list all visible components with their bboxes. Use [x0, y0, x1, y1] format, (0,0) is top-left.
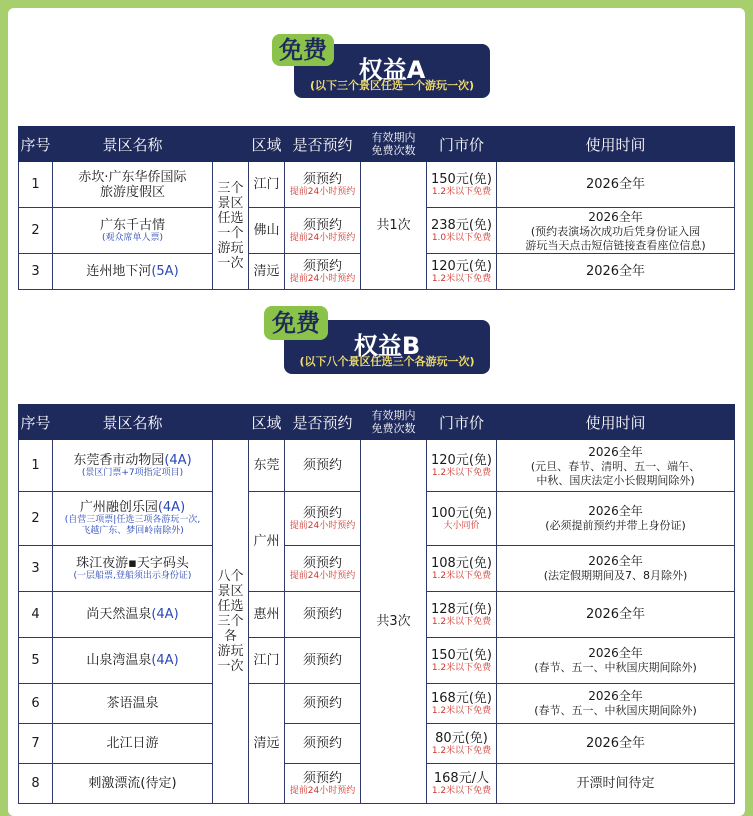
price-label: 100元(免) [431, 505, 492, 521]
section-b-title: 权益B [353, 332, 421, 360]
scenic-name: 茶语温泉 [106, 696, 159, 711]
row-price [427, 440, 497, 492]
time-note: (元旦、春节、清明、五一、端午、 中秋、国庆法定小长假期间除外) [530, 459, 701, 487]
row-booking [285, 162, 361, 208]
price-note: 1.2米以下免费 [431, 616, 492, 627]
col-header-price: 门市价 [427, 405, 497, 440]
row-region: 江门 [249, 162, 285, 208]
row-region: 惠州 [249, 592, 285, 638]
row-no: 2 [19, 492, 53, 546]
time-label: 2026全年 [588, 689, 643, 703]
booking-note: 提前24小时预约 [289, 785, 356, 796]
row-time [497, 492, 735, 546]
row-booking [285, 254, 361, 290]
scenic-grade: (4A) [164, 452, 192, 468]
time-note: (法定假期期间及7、8月除外) [543, 569, 688, 582]
row-no: 4 [19, 592, 53, 638]
row-region: 佛山 [249, 208, 285, 254]
row-price [427, 684, 497, 724]
row-booking [285, 724, 361, 764]
time-note: (必须提前预约并带上身份证) [545, 519, 686, 532]
scenic-name: 连州地下河 [86, 264, 152, 279]
price-note: 1.2米以下免费 [431, 705, 492, 716]
price-label: 108元(免) [431, 555, 492, 571]
col-header-price: 门市价 [427, 127, 497, 162]
section-b-header [264, 306, 490, 376]
time-note: (预约表演场次成功后凭身份证入园 游玩当天点击短信链接查看座位信息) [525, 224, 706, 252]
row-region: 东莞 [249, 440, 285, 492]
col-header-region: 区域 [249, 127, 285, 162]
section-a-header [272, 34, 490, 100]
col-header-time: 使用时间 [497, 127, 735, 162]
time-label: 2026全年 [588, 554, 643, 568]
price-note: 1.2米以下免费 [431, 745, 492, 756]
price-note: 1.2米以下免费 [431, 186, 492, 197]
table-row [19, 162, 735, 208]
booking-label: 须预约 [302, 555, 342, 571]
section-a-free-badge: 免费 [272, 34, 334, 66]
section-a-title: 权益A [358, 56, 426, 84]
row-time [497, 638, 735, 684]
row-price [427, 638, 497, 684]
scenic-name: 北江日游 [106, 736, 159, 751]
price-note: 1.2米以下免费 [431, 467, 492, 478]
col-header-group [213, 127, 249, 162]
col-header-time: 使用时间 [497, 405, 735, 440]
row-no: 3 [19, 546, 53, 592]
price-label: 150元(免) [431, 171, 492, 187]
time-note: (春节、五一、中秋国庆期间除外) [534, 704, 697, 717]
row-price [427, 592, 497, 638]
booking-note: 提前24小时预约 [289, 186, 356, 197]
row-region: 清远 [249, 254, 285, 290]
price-label: 128元(免) [431, 601, 492, 617]
scenic-grade: (5A) [151, 264, 179, 279]
row-no: 6 [19, 684, 53, 724]
row-no: 2 [19, 208, 53, 254]
free-times: 共3次 [361, 440, 427, 804]
booking-label: 须预约 [302, 505, 342, 521]
row-time [497, 684, 735, 724]
row-no: 7 [19, 724, 53, 764]
scenic-name: 赤坎·广东华侨国际 旅游度假区 [78, 169, 187, 200]
row-region: 广州 [249, 492, 285, 592]
price-note: 1.2米以下免费 [431, 662, 492, 673]
scenic-name: 山泉湾温泉 [86, 653, 152, 668]
price-label: 150元(免) [431, 647, 492, 663]
price-note: 1.2米以下免费 [431, 570, 492, 581]
col-header-free-times: 有效期内 免费次数 [361, 405, 427, 440]
row-time [497, 546, 735, 592]
booking-note: 提前24小时预约 [289, 273, 356, 284]
row-name [53, 724, 213, 764]
row-booking [285, 684, 361, 724]
row-booking [285, 764, 361, 804]
row-time [497, 208, 735, 254]
group-note: 八个 景区 任选 三个 各 游玩 一次 [213, 440, 249, 804]
booking-label: 须预约 [302, 258, 342, 274]
booking-label: 须预约 [302, 458, 342, 473]
col-header-booking: 是否预约 [285, 127, 361, 162]
price-label: 80元(免) [435, 730, 488, 746]
row-name [53, 440, 213, 492]
row-booking [285, 546, 361, 592]
row-time: 2026全年 [497, 592, 735, 638]
row-price [427, 546, 497, 592]
price-note: 大小同价 [443, 520, 480, 531]
section-b-table [18, 404, 735, 804]
row-name [53, 546, 213, 592]
row-booking [285, 638, 361, 684]
row-name [53, 162, 213, 208]
scenic-grade: (4A) [157, 500, 186, 515]
time-label: 2026全年 [588, 504, 643, 518]
scenic-name: 尚天然温泉 [86, 607, 152, 622]
time-label: 2026全年 [588, 646, 643, 660]
row-time [497, 440, 735, 492]
booking-label: 须预约 [302, 653, 342, 668]
row-booking [285, 440, 361, 492]
price-label: 168元(免) [431, 690, 492, 706]
row-name [53, 684, 213, 724]
row-time: 开漂时间待定 [497, 764, 735, 804]
row-no: 1 [19, 440, 53, 492]
row-time: 2026全年 [497, 254, 735, 290]
price-note: 1.2米以下免费 [431, 273, 492, 284]
booking-label: 须预约 [302, 217, 342, 233]
booking-note: 提前24小时预约 [289, 520, 356, 531]
time-label: 2026全年 [588, 444, 643, 459]
free-times: 共1次 [361, 162, 427, 290]
scenic-name: 广东千古情 [99, 217, 165, 233]
col-header-name: 景区名称 [53, 405, 213, 440]
row-name [53, 492, 213, 546]
table-row [19, 440, 735, 492]
col-header-group [213, 405, 249, 440]
section-a-subtitle: (以下三个景区任选一个游玩一次) [309, 79, 475, 92]
row-name [53, 208, 213, 254]
scenic-grade: (4A) [151, 653, 179, 668]
price-label: 120元(免) [431, 258, 492, 274]
row-time: 2026全年 [497, 162, 735, 208]
section-a-header-row [19, 127, 735, 162]
price-note: 1.0米以下免费 [431, 232, 492, 243]
section-b-subtitle: (以下八个景区任选三个各游玩一次) [299, 355, 475, 368]
scenic-note: (观众席单人票) [101, 232, 164, 243]
time-note: (春节、五一、中秋国庆期间除外) [534, 661, 697, 674]
row-price [427, 764, 497, 804]
row-price [427, 492, 497, 546]
scenic-note: (自营三项票|任选三项各游玩一次, 飞越广东、梦回岭南除外) [64, 515, 201, 536]
col-header-name: 景区名称 [53, 127, 213, 162]
row-region: 江门 [249, 638, 285, 684]
scenic-grade: (4A) [151, 607, 179, 622]
booking-label: 须预约 [302, 696, 342, 711]
row-no: 8 [19, 764, 53, 804]
row-name [53, 592, 213, 638]
section-a-table [18, 126, 735, 290]
time-label: 2026全年 [588, 209, 643, 224]
col-header-region: 区域 [249, 405, 285, 440]
row-name [53, 638, 213, 684]
col-header-free-times: 有效期内 免费次数 [361, 127, 427, 162]
booking-label: 须预约 [302, 171, 342, 187]
row-name [53, 764, 213, 804]
booking-label: 须预约 [302, 607, 342, 622]
section-b-free-badge: 免费 [264, 306, 328, 340]
row-price [427, 724, 497, 764]
row-no: 3 [19, 254, 53, 290]
price-label: 120元(免) [431, 452, 492, 468]
row-no: 1 [19, 162, 53, 208]
booking-label: 须预约 [302, 770, 342, 786]
price-label: 238元(免) [431, 217, 492, 233]
row-name [53, 254, 213, 290]
row-booking [285, 208, 361, 254]
scenic-note: (景区门票+7项指定项目) [81, 467, 184, 478]
scenic-name: 东莞香市动物园 [73, 452, 165, 468]
price-label: 168元/人 [433, 770, 490, 786]
row-booking [285, 592, 361, 638]
price-note: 1.2米以下免费 [431, 785, 492, 796]
scenic-name: 广州融创乐园 [79, 500, 158, 515]
row-price [427, 208, 497, 254]
row-no: 5 [19, 638, 53, 684]
row-time: 2026全年 [497, 724, 735, 764]
booking-label: 须预约 [302, 736, 342, 751]
section-b-header-row [19, 405, 735, 440]
row-region: 清远 [249, 684, 285, 804]
scenic-name: 珠江夜游▪天字码头 [76, 555, 189, 571]
col-header-no: 序号 [19, 127, 53, 162]
col-header-booking: 是否预约 [285, 405, 361, 440]
row-booking [285, 492, 361, 546]
booking-note: 提前24小时预约 [289, 232, 356, 243]
scenic-note: (一层船票,登船须出示身份证) [73, 570, 192, 581]
group-note: 三个 景区 任选 一个 游玩 一次 [213, 162, 249, 290]
booking-note: 提前24小时预约 [289, 570, 356, 581]
col-header-no: 序号 [19, 405, 53, 440]
scenic-name: 刺激漂流(待定) [88, 776, 177, 791]
row-price [427, 162, 497, 208]
row-price [427, 254, 497, 290]
